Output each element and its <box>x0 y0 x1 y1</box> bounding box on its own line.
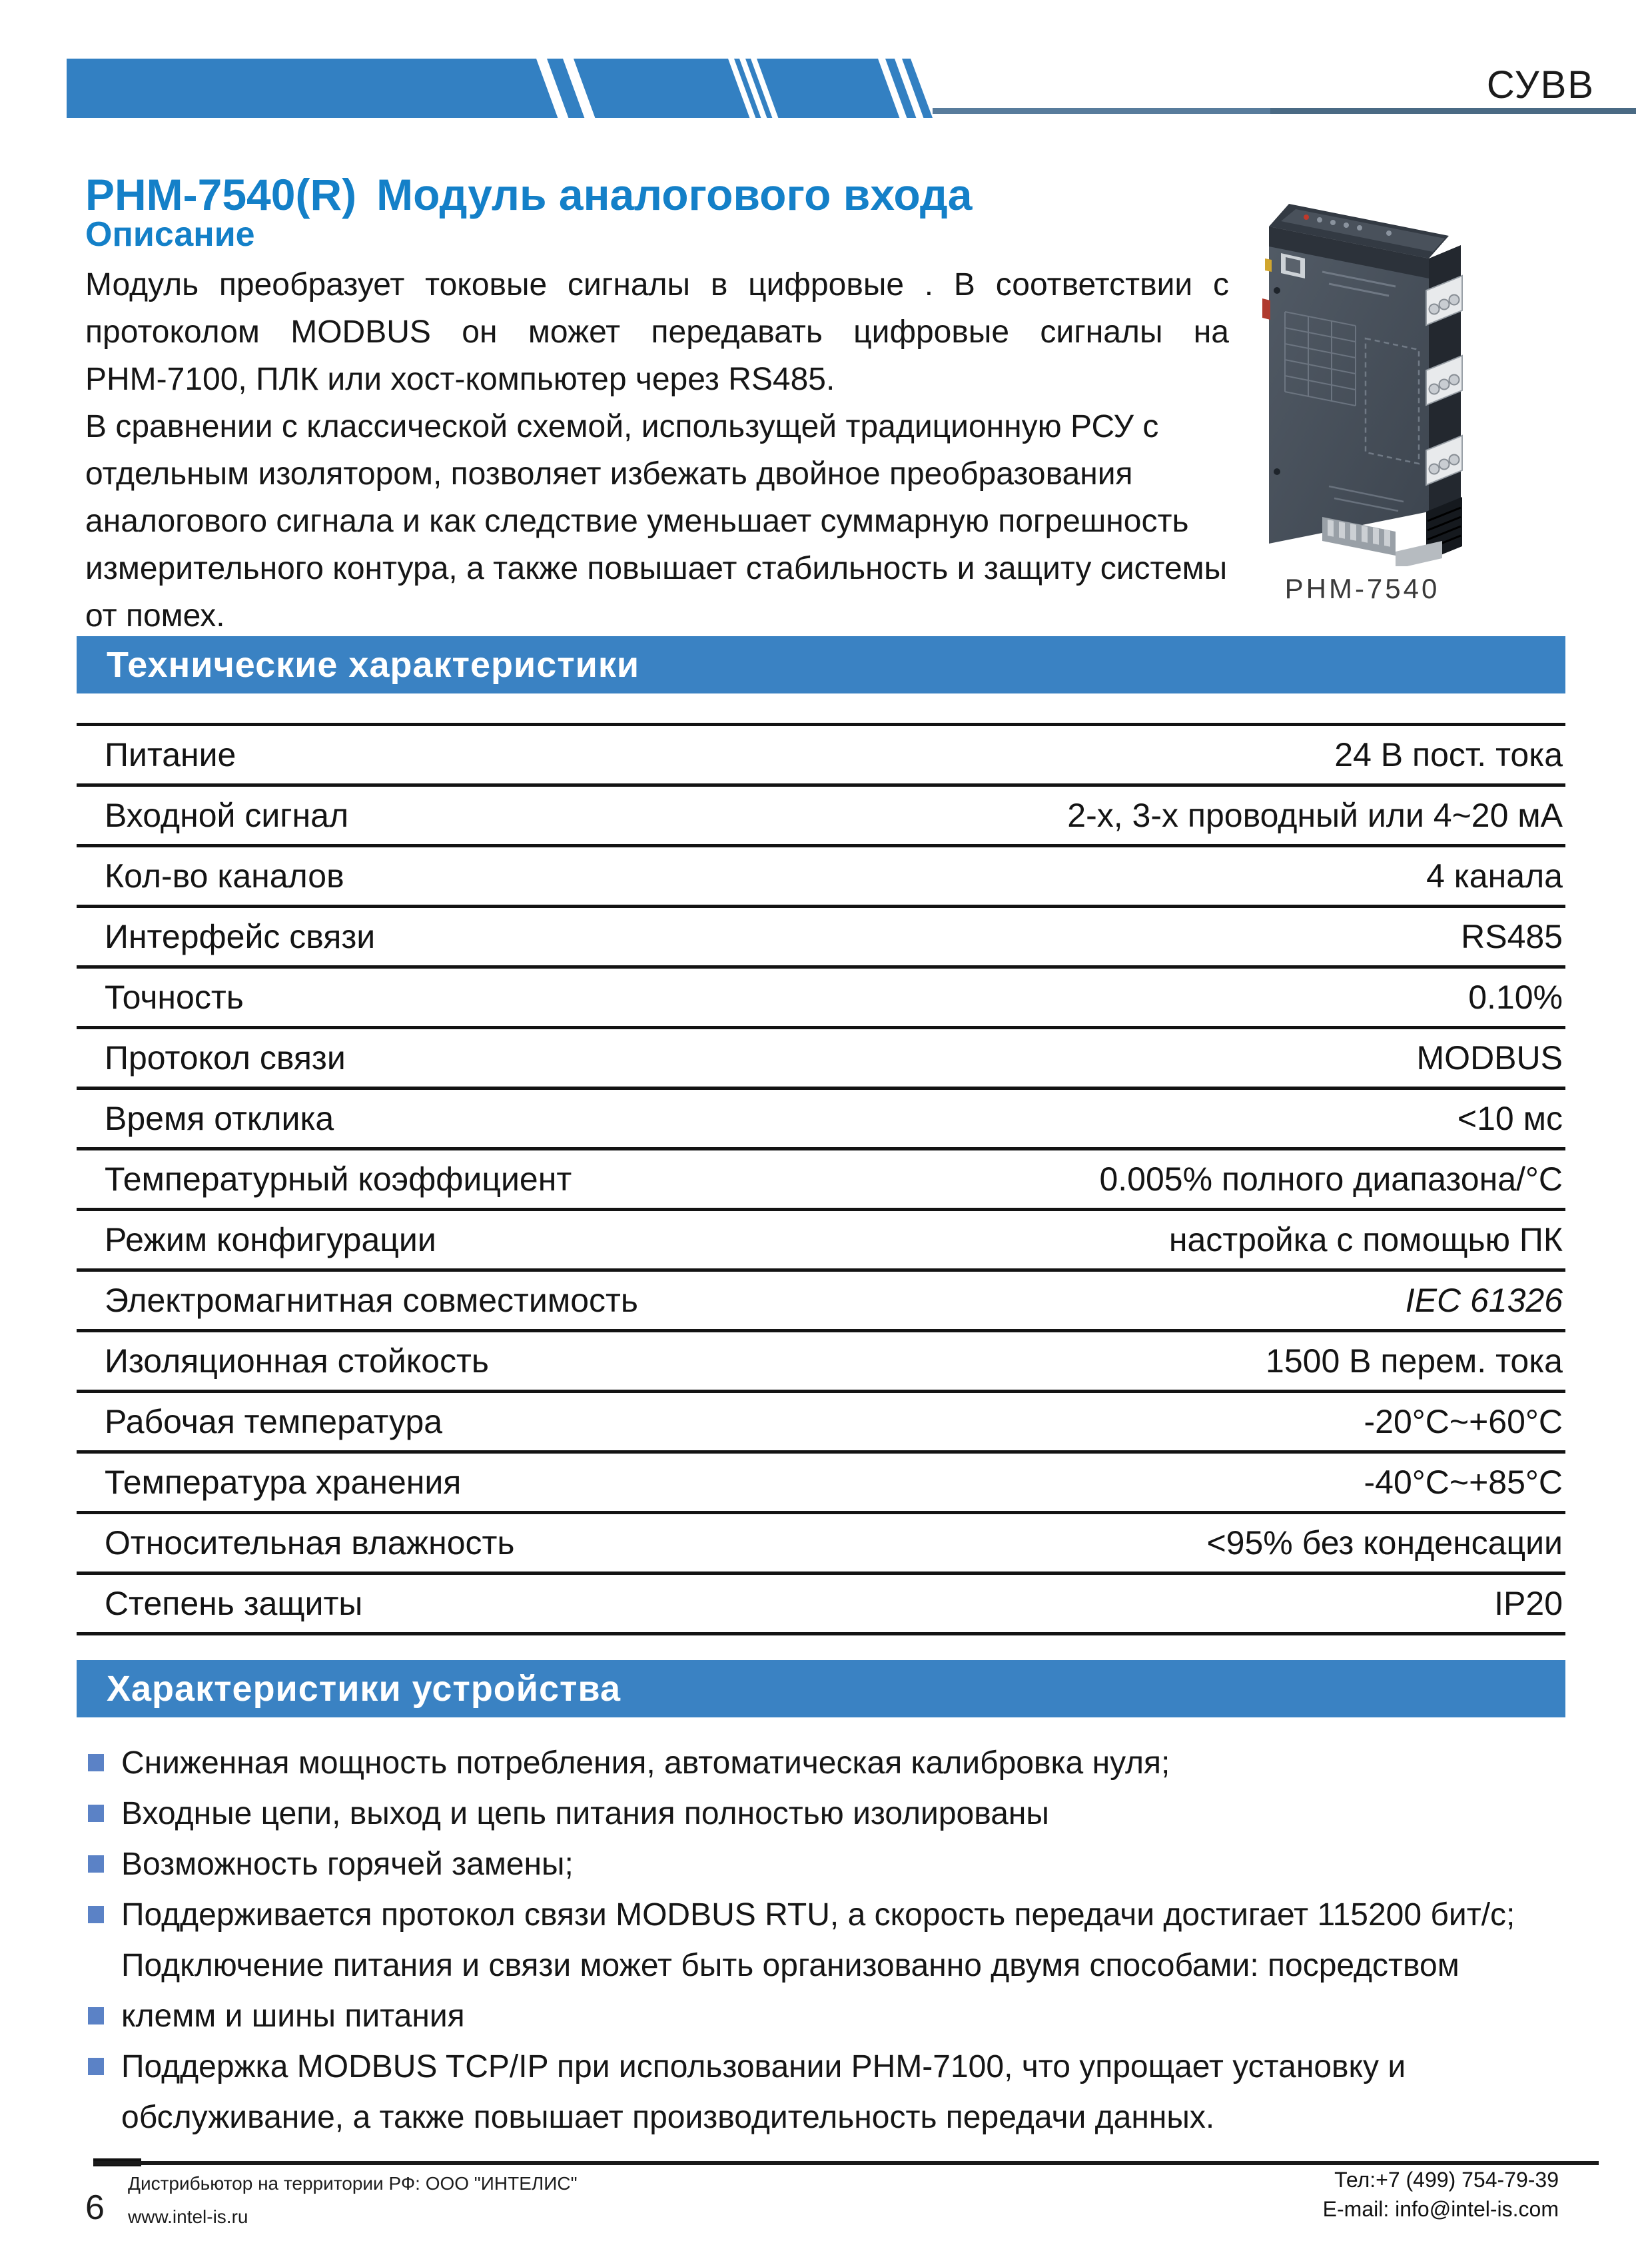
spec-row <box>77 723 1565 783</box>
specs-section-title: Технические характеристики <box>107 645 640 685</box>
feature-item <box>88 1737 1515 1788</box>
spec-label: Кол-во каналов <box>105 857 344 895</box>
spec-row <box>77 1026 1565 1087</box>
description-line: от помех. <box>85 598 225 634</box>
description-line: В сравнении с классической схемой, использущей традиционную РСУ с <box>85 409 1159 444</box>
spec-label: Режим конфигурации <box>105 1221 436 1258</box>
feature-item <box>88 1940 1515 1991</box>
spec-row <box>77 1087 1565 1147</box>
description-line: аналогового сигнала и как следствие уменьшает суммарную погрешность <box>85 504 1189 539</box>
bullet-square-icon <box>88 2058 104 2075</box>
feature-text: Сниженная мощность потребления, автоматическая калибровка нуля; <box>121 1745 1170 1781</box>
spec-row <box>77 1329 1565 1390</box>
feature-item <box>88 1788 1515 1839</box>
spec-value: -20°C~+60°C <box>1364 1403 1563 1440</box>
spec-label: Время отклика <box>105 1100 334 1137</box>
description-line: протоколом MODBUS он может передавать цифровые сигналы на <box>85 314 1229 350</box>
description-line: измерительного контура, а также повышает стабильность и защиту системы <box>85 551 1228 586</box>
spec-row <box>77 965 1565 1026</box>
spec-row <box>77 1450 1565 1511</box>
spec-value: настройка с помощью ПК <box>1168 1221 1563 1258</box>
banner-stripe <box>536 59 568 118</box>
spec-value: 1500 В перем. тока <box>1266 1342 1563 1380</box>
spec-value: <10 мс <box>1457 1100 1563 1137</box>
spec-label: Интерфейс связи <box>105 918 376 955</box>
bullet-square-icon <box>88 1906 104 1923</box>
feature-text: Подключение питания и связи может быть организованно двумя способами: посредством <box>121 1947 1459 1983</box>
spec-row <box>77 783 1565 844</box>
footer-email: E-mail: info@intel-is.com <box>1322 2197 1559 2221</box>
spec-label: Электромагнитная совместимость <box>105 1282 638 1319</box>
feature-text: обслуживание, а также повышает производительность передачи данных. <box>121 2099 1215 2135</box>
product-name: Модуль аналогового входа <box>376 170 973 219</box>
bullet-square-icon <box>88 1855 104 1873</box>
spec-value: 2-х, 3-х проводный или 4~20 мА <box>1067 797 1563 834</box>
spec-row <box>77 1390 1565 1450</box>
features-section-banner <box>77 1660 1565 1717</box>
spec-label: Питание <box>105 736 236 773</box>
spec-label: Температурный коэффициент <box>105 1160 572 1198</box>
spec-label: Рабочая температура <box>105 1403 443 1440</box>
spec-value: 24 В пост. тока <box>1334 736 1563 773</box>
description-line: Модуль преобразует токовые сигналы в цифровые . В соответствии с <box>85 267 1229 302</box>
spec-label: Относительная влажность <box>105 1524 515 1562</box>
spec-value: IP20 <box>1494 1585 1563 1622</box>
feature-item <box>88 2041 1515 2092</box>
feature-text: клемм и шины питания <box>121 1998 465 2034</box>
spec-label: Точность <box>105 979 244 1016</box>
spec-value: IEC 61326 <box>1405 1282 1563 1319</box>
spec-value: 0.10% <box>1468 979 1563 1016</box>
feature-item <box>88 1839 1515 1889</box>
specs-section-banner <box>77 636 1565 693</box>
spec-label: Степень защиты <box>105 1585 363 1622</box>
page-title <box>85 169 972 220</box>
spec-value: <95% без конденсации <box>1206 1524 1563 1562</box>
feature-text: Поддержка MODBUS TCP/IP при использовании PHM-7100, что упрощает установку и <box>121 2048 1406 2084</box>
header-accent-line <box>933 108 1636 114</box>
spec-row <box>77 1511 1565 1571</box>
feature-item <box>88 1991 1515 2041</box>
bullet-square-icon <box>88 1754 104 1771</box>
spec-row <box>77 1571 1565 1632</box>
description-line: отдельным изолятором, позволяет избежать двойное преобразования <box>85 456 1133 492</box>
feature-text: Поддерживается протокол связи MODBUS RTU, а скорость передачи достигает 115200 бит/с; <box>121 1897 1515 1933</box>
spec-row <box>77 1268 1565 1329</box>
product-image <box>1229 179 1495 566</box>
description-line: PHM-7100, ПЛК или хост-компьютер через RS485. <box>85 362 835 397</box>
features-section-title: Характеристики устройства <box>107 1669 621 1709</box>
footer-distributor: Дистрибьютор на территории РФ: ООО "ИНТЕЛИС" <box>128 2173 578 2194</box>
footer-website-link: www.intel-is.ru <box>128 2206 248 2227</box>
spec-label: Входной сигнал <box>105 797 349 834</box>
feature-item <box>88 2092 1515 2142</box>
footer-divider <box>93 2161 1599 2165</box>
features-list <box>88 1737 1515 2142</box>
spec-value: MODBUS <box>1416 1039 1563 1077</box>
footer-phone: Тел:+7 (499) 754-79-39 <box>1334 2168 1559 2192</box>
spec-row <box>77 1147 1565 1208</box>
description-heading: Описание <box>85 215 255 254</box>
feature-text: Входные цепи, выход и цепь питания полностью изолированы <box>121 1795 1049 1831</box>
bullet-square-icon <box>88 1805 104 1822</box>
spec-value: RS485 <box>1461 918 1563 955</box>
product-model: PHM-7540(R) <box>85 170 357 219</box>
din-module-illustration <box>1229 179 1495 566</box>
brand-logo-text: СУВВ <box>1486 63 1595 107</box>
spec-value: 0.005% полного диапазона/°C <box>1099 1160 1563 1198</box>
spec-label: Протокол связи <box>105 1039 346 1077</box>
spec-label: Температура хранения <box>105 1464 462 1501</box>
spec-row <box>77 844 1565 905</box>
spec-value: 4 канала <box>1426 857 1563 895</box>
bullet-square-icon <box>88 2007 104 2024</box>
spec-row <box>77 905 1565 965</box>
feature-text: Возможность горячей замены; <box>121 1846 574 1882</box>
specs-table <box>77 723 1565 1635</box>
spec-value: -40°C~+85°C <box>1364 1464 1563 1501</box>
feature-item <box>88 1889 1515 1940</box>
product-image-caption: PHM-7540 <box>1284 573 1440 604</box>
description-text <box>85 261 1229 640</box>
spec-row <box>77 1208 1565 1268</box>
spec-label: Изоляционная стойкость <box>105 1342 489 1380</box>
banner-stripe <box>563 59 595 118</box>
page-number: 6 <box>85 2188 105 2227</box>
header-banner <box>67 59 933 118</box>
